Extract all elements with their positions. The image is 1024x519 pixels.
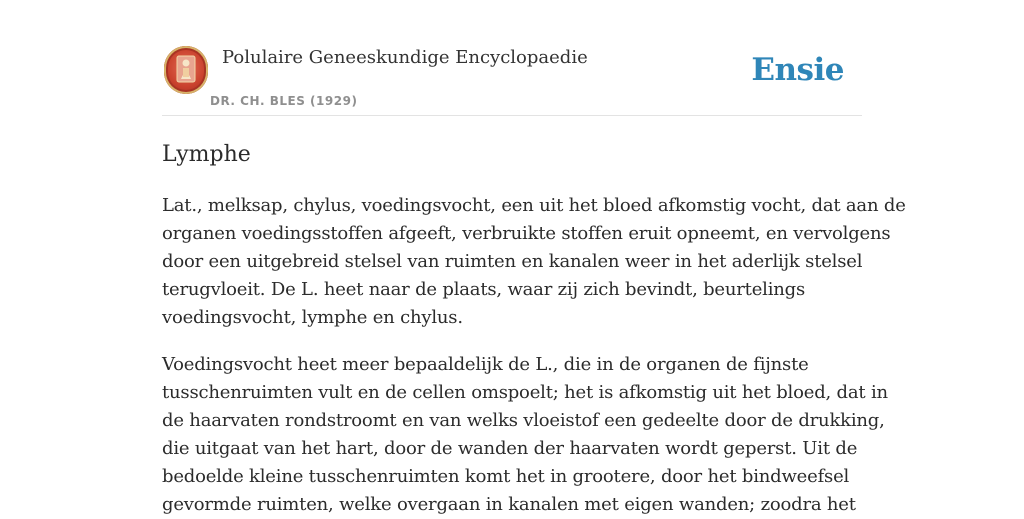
paragraph-line: tusschenruimten vult en de cellen omspoelt; het is afkomstig uit het bloed, dat in <box>162 382 888 403</box>
paragraph-line: terugvloeit. De L. heet naar de plaats, waar zij zich bevindt, beurtelings <box>162 279 806 300</box>
paragraph-line: door een uitgebreid stelsel van ruimten en kanalen weer in het aderlijk stelsel <box>162 251 863 272</box>
page-header <box>162 44 862 116</box>
paragraph-line: Voedingsvocht heet meer bepaaldelijk de L., die in de organen de fijnste <box>162 354 809 375</box>
paragraph-line: gevormde ruimten, welke overgaan in kanalen met eigen wanden; zoodra het <box>162 494 856 515</box>
article-body <box>162 192 906 519</box>
paragraph-line: bedoelde kleine tusschenruimten komt het in grootere, door het bindweefsel <box>162 466 850 487</box>
book-title[interactable]: Polulaire Geneeskundige Encyclopaedie <box>222 47 588 68</box>
book-author: DR. CH. BLES (1929) <box>210 94 358 108</box>
book-emblem-graphic <box>164 46 208 94</box>
paragraph-line: organen voedingsstoffen afgeeft, verbruikte stoffen eruit opneemt, en vervolgens <box>162 223 891 244</box>
paragraph-line: voedingsvocht, lymphe en chylus. <box>162 307 463 328</box>
paragraph-line: Lat., melksap, chylus, voedingsvocht, een uit het bloed afkomstig vocht, dat aan de <box>162 195 906 216</box>
paragraph-line: die uitgaat van het hart, door de wanden der haarvaten wordt geperst. Uit de <box>162 438 858 459</box>
article-paragraph-1 <box>162 192 906 332</box>
article-paragraph-2 <box>162 351 888 519</box>
paragraph-line: de haarvaten rondstroomt en van welks vloeistof een gedeelte door de drukking, <box>162 410 885 431</box>
book-emblem-icon[interactable] <box>164 46 208 94</box>
article-title: Lymphe <box>162 142 251 167</box>
brand-logo-link[interactable]: Ensie <box>751 52 844 88</box>
